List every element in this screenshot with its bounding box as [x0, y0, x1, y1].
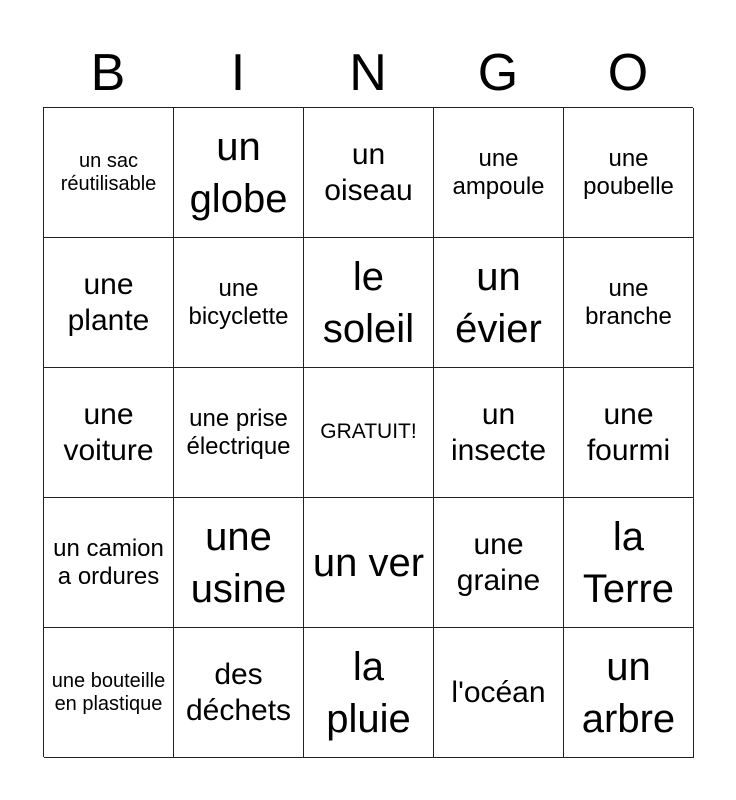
- cell-label: un arbre: [581, 644, 676, 741]
- bingo-cell[interactable]: [564, 368, 694, 498]
- cell-label: une branche: [585, 274, 672, 330]
- header-letter-n: N: [349, 44, 387, 102]
- bingo-cell[interactable]: [174, 498, 304, 628]
- bingo-cell[interactable]: [434, 628, 564, 758]
- bingo-cell[interactable]: [174, 368, 304, 498]
- cell-label: un évier: [455, 254, 542, 351]
- cell-label: un ver: [312, 540, 425, 585]
- cell-label: la pluie: [326, 644, 411, 741]
- cell-label: une usine: [190, 514, 287, 611]
- cell-label: une voiture: [63, 397, 154, 467]
- bingo-cell[interactable]: [564, 108, 694, 238]
- bingo-cell[interactable]: [44, 628, 174, 758]
- cell-label: GRATUIT!: [320, 420, 417, 444]
- bingo-cell[interactable]: [174, 108, 304, 238]
- bingo-cell[interactable]: [564, 238, 694, 368]
- bingo-cell[interactable]: [304, 498, 434, 628]
- bingo-cell[interactable]: [304, 108, 434, 238]
- cell-label: une bicyclette: [188, 274, 289, 330]
- bingo-cell[interactable]: [434, 368, 564, 498]
- bingo-cell[interactable]: [44, 368, 174, 498]
- cell-label: une poubelle: [583, 144, 674, 200]
- bingo-cell[interactable]: [304, 628, 434, 758]
- cell-label: une bouteille en plastique: [51, 669, 166, 715]
- bingo-cell[interactable]: [434, 238, 564, 368]
- bingo-cell[interactable]: [564, 628, 694, 758]
- cell-label: un insecte: [450, 397, 547, 467]
- header-letter-o: O: [607, 44, 649, 102]
- cell-label: une prise électrique: [186, 404, 291, 460]
- bingo-cell[interactable]: [434, 498, 564, 628]
- cell-label: une plante: [67, 267, 150, 337]
- cell-label: un sac réutilisable: [60, 149, 157, 195]
- cell-label: l'océan: [451, 675, 546, 709]
- cell-label: des déchets: [185, 657, 292, 727]
- bingo-cell[interactable]: [44, 498, 174, 628]
- bingo-grid: [43, 107, 693, 757]
- cell-label: la Terre: [582, 514, 675, 611]
- cell-label: un globe: [189, 124, 288, 221]
- cell-label: une graine: [456, 527, 541, 597]
- bingo-cell[interactable]: [44, 238, 174, 368]
- cell-label: une ampoule: [452, 144, 545, 200]
- bingo-cell[interactable]: [174, 238, 304, 368]
- bingo-cell[interactable]: [44, 108, 174, 238]
- cell-label: un oiseau: [324, 137, 413, 207]
- bingo-cell[interactable]: [174, 628, 304, 758]
- bingo-cell[interactable]: [434, 108, 564, 238]
- cell-label: le soleil: [322, 254, 415, 351]
- header-letter-g: G: [477, 44, 519, 102]
- header-letter-i: I: [230, 44, 246, 102]
- bingo-cell[interactable]: [564, 498, 694, 628]
- cell-label: une fourmi: [586, 397, 671, 467]
- bingo-cell[interactable]: [304, 238, 434, 368]
- header-letter-b: B: [90, 44, 126, 102]
- cell-label: un camion a ordures: [53, 534, 164, 590]
- bingo-header: [43, 40, 693, 106]
- free-space-cell[interactable]: [304, 368, 434, 498]
